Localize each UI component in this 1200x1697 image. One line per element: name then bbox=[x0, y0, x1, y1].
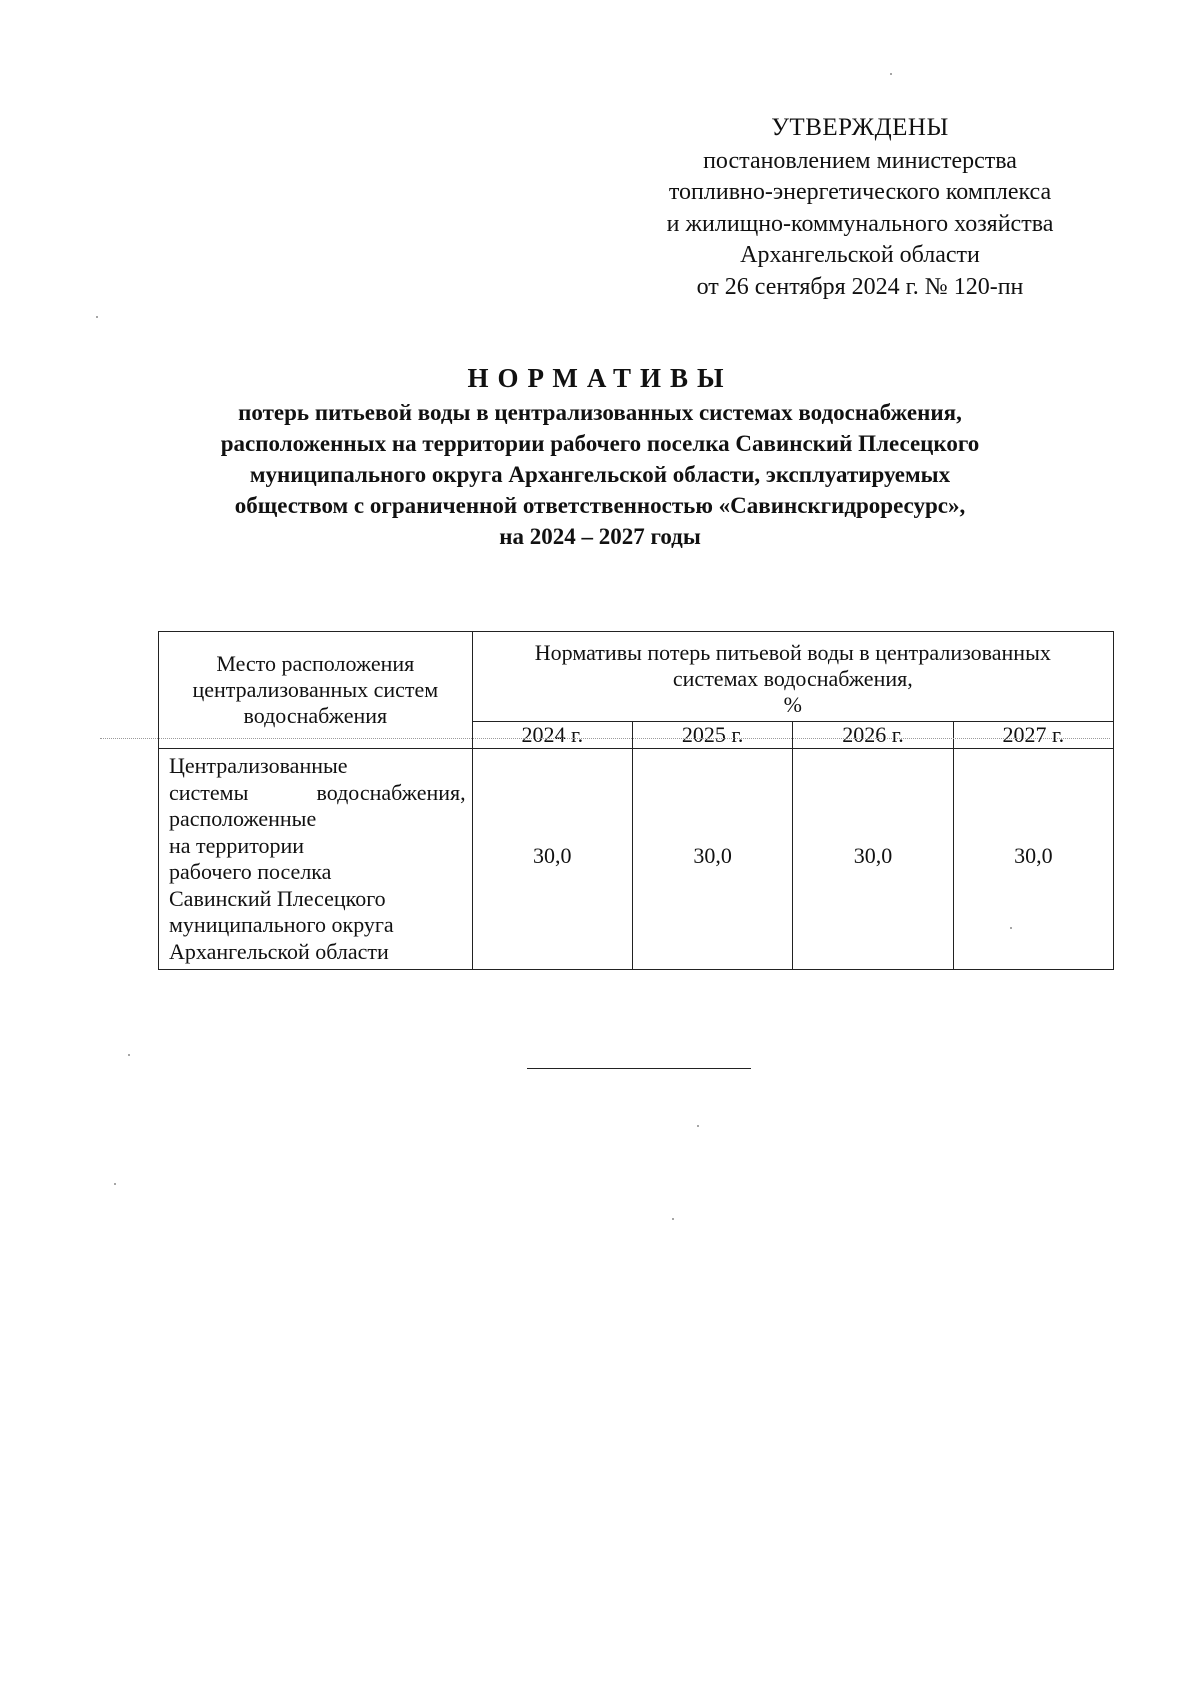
place-line: муниципального округа bbox=[169, 912, 394, 937]
place-line: Савинский Плесецкого bbox=[169, 885, 386, 911]
table-header-row bbox=[159, 632, 1114, 722]
approval-line: топливно-энергетического комплекса bbox=[668, 179, 1052, 205]
value-cell-2024: 30,0 bbox=[472, 749, 632, 970]
scan-speck bbox=[672, 1218, 674, 1220]
header-cell-norms bbox=[472, 632, 1113, 722]
scan-speck bbox=[890, 73, 892, 75]
header-place-line: централизованных систем bbox=[192, 677, 439, 702]
header-norm-unit: % bbox=[783, 691, 802, 717]
heading-line: расположенных на территории рабочего поселка Савинский Плесецкого bbox=[220, 431, 980, 456]
place-line: рабочего поселка bbox=[169, 859, 332, 884]
place-line: Централизованные bbox=[169, 753, 348, 778]
scan-speck bbox=[96, 316, 98, 318]
heading-line: обществом с ограниченной ответственностью «Савинскгидроресурс», bbox=[234, 493, 966, 518]
place-line: на территории bbox=[169, 832, 305, 858]
scan-speck bbox=[114, 1183, 116, 1185]
header-place-line: Место расположения bbox=[216, 651, 415, 676]
norms-table bbox=[158, 631, 1114, 970]
closing-rule bbox=[527, 1068, 751, 1069]
heading-line: потерь питьевой воды в централизованных системах водоснабжения, bbox=[238, 400, 962, 425]
value-cell-2026: 30,0 bbox=[793, 749, 953, 970]
scan-artifact-line bbox=[100, 738, 1110, 739]
heading-line: на 2024 – 2027 годы bbox=[499, 524, 701, 549]
place-line: системы водоснабжения, bbox=[169, 779, 466, 805]
scan-speck bbox=[697, 1125, 699, 1127]
year-header-2024: 2024 г. bbox=[472, 722, 632, 749]
place-line: Архангельской области bbox=[169, 938, 389, 964]
value-cell-2025: 30,0 bbox=[632, 749, 792, 970]
scan-speck bbox=[1010, 927, 1012, 929]
approval-line: Архангельской области bbox=[740, 242, 980, 268]
approval-title: УТВЕРЖДЕНЫ bbox=[771, 114, 949, 141]
document-title: НОРМАТИВЫ bbox=[467, 363, 733, 393]
year-header-2025: 2025 г. bbox=[632, 722, 792, 749]
header-cell-place bbox=[159, 632, 473, 749]
approval-line: от 26 сентября 2024 г. № 120-пн bbox=[696, 273, 1024, 300]
document-heading bbox=[120, 362, 1080, 552]
heading-line: муниципального округа Архангельской области, эксплуатируемых bbox=[249, 462, 951, 487]
place-line: расположенные bbox=[169, 806, 317, 831]
header-place-line: водоснабжения bbox=[243, 703, 388, 728]
place-cell bbox=[159, 749, 473, 970]
approval-line: и жилищно-коммунального хозяйства bbox=[666, 210, 1054, 237]
approval-block bbox=[620, 112, 1100, 303]
approval-line: постановлением министерства bbox=[703, 147, 1017, 174]
year-header-2027: 2027 г. bbox=[953, 722, 1113, 749]
header-norm-line: системах водоснабжения, bbox=[672, 665, 913, 691]
year-header-2026: 2026 г. bbox=[793, 722, 953, 749]
scan-speck bbox=[128, 1054, 130, 1056]
table-row bbox=[159, 749, 1114, 970]
value-cell-2027: 30,0 bbox=[953, 749, 1113, 970]
header-norm-line: Нормативы потерь питьевой воды в централизованных bbox=[534, 639, 1051, 665]
